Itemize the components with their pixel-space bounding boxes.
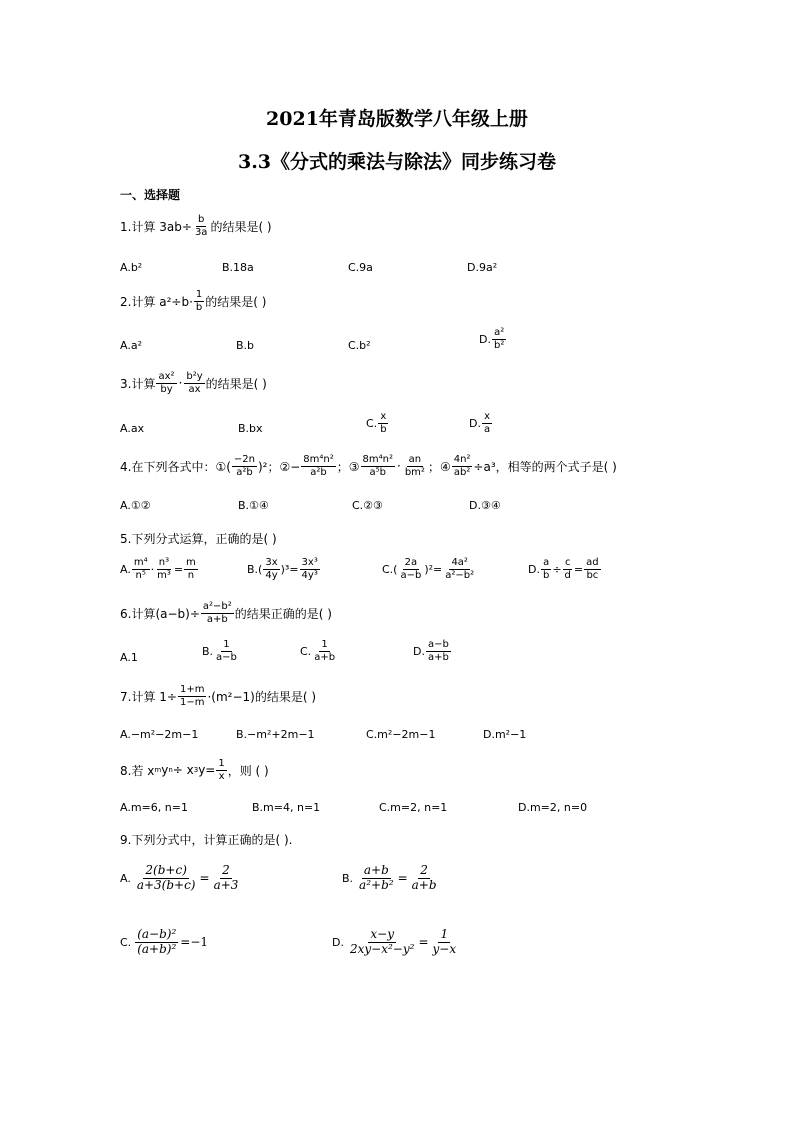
q5-option-c[interactable]: C.( $\frac{2a}{a-b}$ )²= $\frac{\text{4a²}}{\text{a²−b²}}$ (382, 557, 475, 581)
q1-option-a[interactable]: A.b² (120, 261, 143, 274)
q2-option-b[interactable]: B.b (236, 339, 255, 352)
q5-option-b[interactable]: B.( $\frac{3x}{4y}$ )³= $\frac{\text{3x³}}{\text{4y³}}$ (247, 557, 318, 581)
q7-option-d[interactable]: D.m²−1 (483, 728, 527, 741)
q4-option-c[interactable]: C.②③ (352, 499, 383, 512)
q3-option-d[interactable]: D. $\frac{x}{a}$ (469, 411, 491, 435)
q7-option-b[interactable]: B.−m²+2m−1 (236, 728, 315, 741)
paper-subtitle: 3.3《分式的乘法与除法》同步练习卷 (237, 151, 557, 173)
paper-title: 2021年青岛版数学八年级上册 (266, 108, 528, 130)
fraction: $\frac{b}{3a}$ (194, 214, 208, 238)
q5-option-d[interactable]: D. $\frac{a}{b}$ ÷ $\frac{c}{d}$ = $\frac{ad}{bc}$ (528, 557, 599, 581)
q1-option-d[interactable]: D.9a² (467, 261, 498, 274)
q7-option-a[interactable]: A.−m²−2m−1 (120, 728, 199, 741)
question-2: 2.计算 a²÷b· $\frac{1}{b}$ 的结果是( ) (120, 289, 267, 313)
question-5: 5.下列分式运算，正确的是( ) (120, 532, 277, 546)
question-6: 6.计算(a−b)÷ $\frac{\text{a²−b²}}{a+b}$ 的结果正确的是( ) (120, 601, 332, 625)
q2-option-d[interactable]: D. $\frac{\text{a²}}{\text{b²}}$ (479, 327, 505, 351)
q8-option-b[interactable]: B.m=4, n=1 (252, 801, 321, 814)
q6-option-a[interactable]: A.1 (120, 651, 138, 664)
q8-option-a[interactable]: A.m=6, n=1 (120, 801, 188, 814)
section-heading: 一、选择题 (120, 188, 181, 202)
q2-option-a[interactable]: A.a² (120, 339, 142, 352)
q8-option-d[interactable]: D.m=2, n=0 (518, 801, 588, 814)
q6-option-d[interactable]: D. $\frac{a-b}{a+b}$ (413, 639, 449, 663)
q3-option-b[interactable]: B.bx (238, 422, 263, 435)
q4-option-a[interactable]: A.①② (120, 499, 151, 512)
question-8: 8.若 x m y n ÷ x 3 y= $\frac{1}{x}$ ，则 ( ) (120, 758, 269, 782)
q9-option-c[interactable]: C. $\frac{\text{(a−b)²}}{\text{(a+b)²}}$ =−1 (120, 927, 209, 956)
question-7: 7.计算 1÷ $\frac{1+m}{1-m}$ ·(m²−1)的结果是( ) (120, 684, 316, 708)
question-4: 4.在下列各式中：①( $\frac{-2n}{\text{a²b}}$ )²；②− $\frac{\text{8m⁴n²}}{\text{a²b}}$ ；③ $\frac{\text{8m⁴n²}}{\text{a⁵b}}$ · $\frac{an}{\text{bm²}}$ ；④ $\frac{\text{4n²}}{\text{ab²}}$ ÷a³，相等的两个式子是( ) (120, 454, 617, 478)
q6-option-c[interactable]: C. $\frac{1}{a+b}$ (300, 639, 336, 663)
q9-option-a[interactable]: A. $\frac{2(b+c)}{a+3(b+c)}$ = $\frac{2}{a+3}$ (120, 863, 239, 892)
q1-option-c[interactable]: C.9a (348, 261, 373, 274)
question-1: 1.计算 3ab÷ $\frac{b}{3a}$ 的结果是( ) (120, 214, 272, 238)
q9-option-b[interactable]: B. $\frac{a+b}{\text{a²+b²}}$ = $\frac{2}{a+b}$ (342, 863, 437, 892)
q1-option-b[interactable]: B.18a (222, 261, 254, 274)
q3-option-c[interactable]: C. $\frac{x}{b}$ (366, 411, 387, 435)
question-3: 3.计算 $\frac{\text{ax²}}{by}$ · $\frac{\text{b²y}}{ax}$ 的结果是( ) (120, 371, 267, 395)
q9-option-d[interactable]: D. $\frac{x-y}{\text{2xy−x²−y²}}$ = $\frac{1}{y-x}$ (332, 927, 457, 956)
q2-option-c[interactable]: C.b² (348, 339, 371, 352)
q4-option-b[interactable]: B.①④ (238, 499, 269, 512)
q7-option-c[interactable]: C.m²−2m−1 (366, 728, 436, 741)
q3-option-a[interactable]: A.ax (120, 422, 145, 435)
fraction: $\frac{1}{b}$ (195, 289, 203, 313)
q5-option-a[interactable]: A. $\frac{\text{m⁴}}{\text{n⁵}}$ · $\frac{\text{n³}}{\text{m³}}$ = $\frac{m}{n}$ (120, 557, 196, 581)
q4-option-d[interactable]: D.③④ (469, 499, 501, 512)
q6-option-b[interactable]: B. $\frac{1}{a-b}$ (202, 639, 237, 663)
q8-option-c[interactable]: C.m=2, n=1 (379, 801, 448, 814)
question-9: 9.下列分式中，计算正确的是( ). (120, 833, 293, 847)
